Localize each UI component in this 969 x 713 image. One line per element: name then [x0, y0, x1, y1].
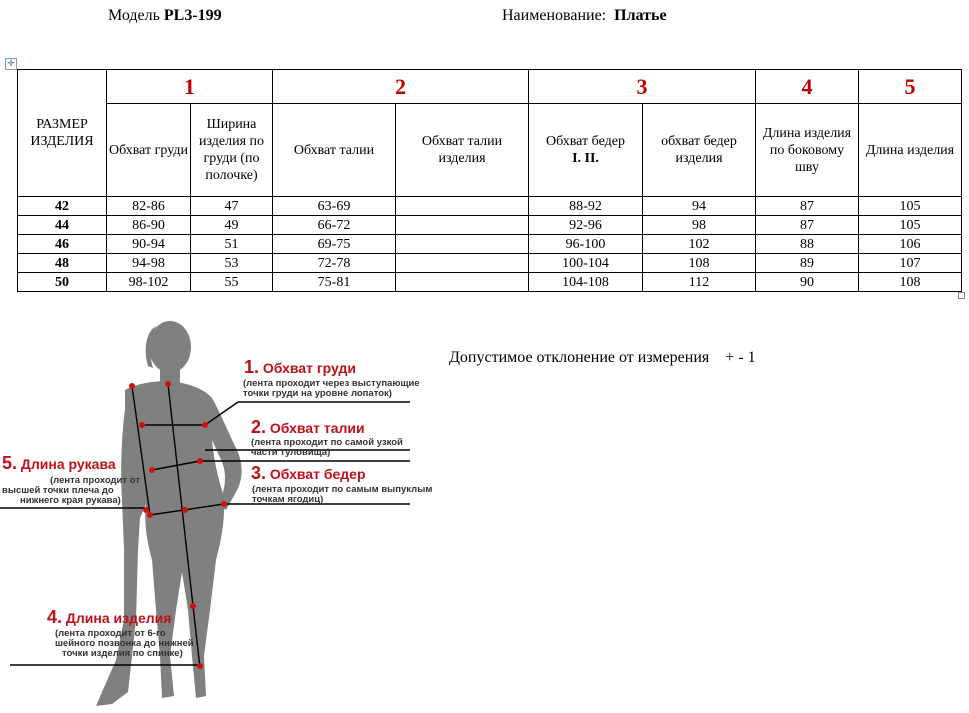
hips-product-cell: 108 — [643, 254, 756, 273]
hips-product-cell: 94 — [643, 197, 756, 216]
group-header-1: 1 — [107, 70, 273, 104]
column-header-length: Длина изделия — [859, 104, 962, 197]
chest-cell: 98-102 — [107, 273, 191, 292]
annotation-waist — [251, 417, 403, 458]
side-length-cell: 87 — [756, 197, 859, 216]
table-row — [18, 273, 962, 292]
length-cell: 107 — [859, 254, 962, 273]
waist-cell: 69-75 — [273, 235, 396, 254]
hips-cell: 96-100 — [529, 235, 643, 254]
hips-product-cell: 112 — [643, 273, 756, 292]
table-move-handle-icon[interactable]: ✛ — [5, 58, 17, 70]
svg-text:точкам ягодиц): точкам ягодиц) — [252, 494, 324, 505]
column-header-hips — [529, 104, 643, 197]
model-label: Модель — [108, 7, 160, 24]
waist-product-cell — [396, 273, 529, 292]
waist-product-cell — [396, 197, 529, 216]
svg-text:шейного позвонка до нижней: шейного позвонка до нижней — [55, 638, 194, 649]
column-header-hips-product: обхват бедер изделия — [643, 104, 756, 197]
waist-cell: 63-69 — [273, 197, 396, 216]
size-table — [17, 69, 962, 292]
body-measurement-figure — [0, 320, 440, 713]
hips-suffix: I. II. — [572, 151, 599, 166]
chest-width-cell: 51 — [191, 235, 273, 254]
svg-text:(лента проходит от: (лента проходит от — [50, 475, 140, 486]
svg-text:2. Обхват талии: 2. Обхват талии — [251, 417, 365, 437]
table-row — [18, 254, 962, 273]
length-cell: 106 — [859, 235, 962, 254]
tolerance-text: Допустимое отклонение от измерения — [449, 349, 710, 366]
annotation-sleeve — [2, 453, 140, 506]
chest-cell: 86-90 — [107, 216, 191, 235]
svg-text:(лента проходит от 6-го: (лента проходит от 6-го — [55, 628, 166, 639]
tolerance-note — [449, 349, 756, 367]
size-cell: 48 — [18, 254, 107, 273]
group-header-5: 5 — [859, 70, 962, 104]
tolerance-value: + - 1 — [725, 349, 756, 366]
name-value: Платье — [614, 7, 667, 24]
waist-product-cell — [396, 216, 529, 235]
hips-cell: 100-104 — [529, 254, 643, 273]
column-header-side-length: Длина изделия по боковому шву — [756, 104, 859, 197]
svg-text:5. Длина рукава: 5. Длина рукава — [2, 453, 116, 473]
chest-cell: 90-94 — [107, 235, 191, 254]
waist-cell: 72-78 — [273, 254, 396, 273]
chest-width-cell: 47 — [191, 197, 273, 216]
waist-product-cell — [396, 254, 529, 273]
svg-text:точки изделия по спинке): точки изделия по спинке) — [62, 648, 183, 659]
chest-width-cell: 55 — [191, 273, 273, 292]
svg-text:высшей точки плеча до: высшей точки плеча до — [2, 485, 114, 496]
side-length-cell: 89 — [756, 254, 859, 273]
svg-text:1. Обхват груди: 1. Обхват груди — [244, 357, 356, 377]
annotation-chest — [243, 357, 420, 399]
svg-text:нижнего края рукава): нижнего края рукава) — [20, 495, 121, 506]
chest-width-cell: 53 — [191, 254, 273, 273]
length-cell: 105 — [859, 216, 962, 235]
hips-cell: 88-92 — [529, 197, 643, 216]
svg-text:части туловища): части туловища) — [251, 447, 331, 458]
column-header-waist: Обхват талии — [273, 104, 396, 197]
hips-cell: 92-96 — [529, 216, 643, 235]
svg-text:4. Длина изделия: 4. Длина изделия — [47, 607, 172, 627]
side-length-cell: 90 — [756, 273, 859, 292]
chest-cell: 94-98 — [107, 254, 191, 273]
column-header-chest-width: Ширина изделия по груди (по полочке) — [191, 104, 273, 197]
svg-text:(лента проходит по самым выпук: (лента проходит по самым выпуклым — [252, 484, 433, 495]
svg-text:(лента проходит по самой узкой: (лента проходит по самой узкой — [251, 437, 403, 448]
svg-text:(лента проходит через выступаю: (лента проходит через выступающие — [243, 378, 420, 389]
model-value: PL3-199 — [163, 7, 222, 24]
annotation-hips — [251, 463, 432, 505]
column-header-waist-product: Обхват талии изделия — [396, 104, 529, 197]
column-header-chest: Обхват груди — [107, 104, 191, 197]
side-length-cell: 88 — [756, 235, 859, 254]
size-cell: 42 — [18, 197, 107, 216]
waist-cell: 66-72 — [273, 216, 396, 235]
chest-width-cell: 49 — [191, 216, 273, 235]
model-header — [108, 7, 222, 25]
chest-cell: 82-86 — [107, 197, 191, 216]
hips-label: Обхват бедер — [546, 134, 625, 149]
size-cell: 50 — [18, 273, 107, 292]
name-header — [502, 7, 667, 25]
group-header-2: 2 — [273, 70, 529, 104]
waist-cell: 75-81 — [273, 273, 396, 292]
waist-product-cell — [396, 235, 529, 254]
side-length-cell: 87 — [756, 216, 859, 235]
name-label: Наименование: — [502, 7, 607, 24]
table-row — [18, 235, 962, 254]
group-header-4: 4 — [756, 70, 859, 104]
hips-cell: 104-108 — [529, 273, 643, 292]
group-header-3: 3 — [529, 70, 756, 104]
svg-text:точки груди на уровне лопаток): точки груди на уровне лопаток) — [243, 388, 392, 399]
table-row — [18, 216, 962, 235]
svg-text:3. Обхват бедер: 3. Обхват бедер — [251, 463, 366, 483]
size-cell: 44 — [18, 216, 107, 235]
length-cell: 108 — [859, 273, 962, 292]
table-row — [18, 197, 962, 216]
size-cell: 46 — [18, 235, 107, 254]
size-column-header: РАЗМЕР ИЗДЕЛИЯ — [18, 70, 107, 197]
table-resize-handle[interactable] — [958, 292, 965, 299]
hips-product-cell: 98 — [643, 216, 756, 235]
hips-product-cell: 102 — [643, 235, 756, 254]
length-cell: 105 — [859, 197, 962, 216]
